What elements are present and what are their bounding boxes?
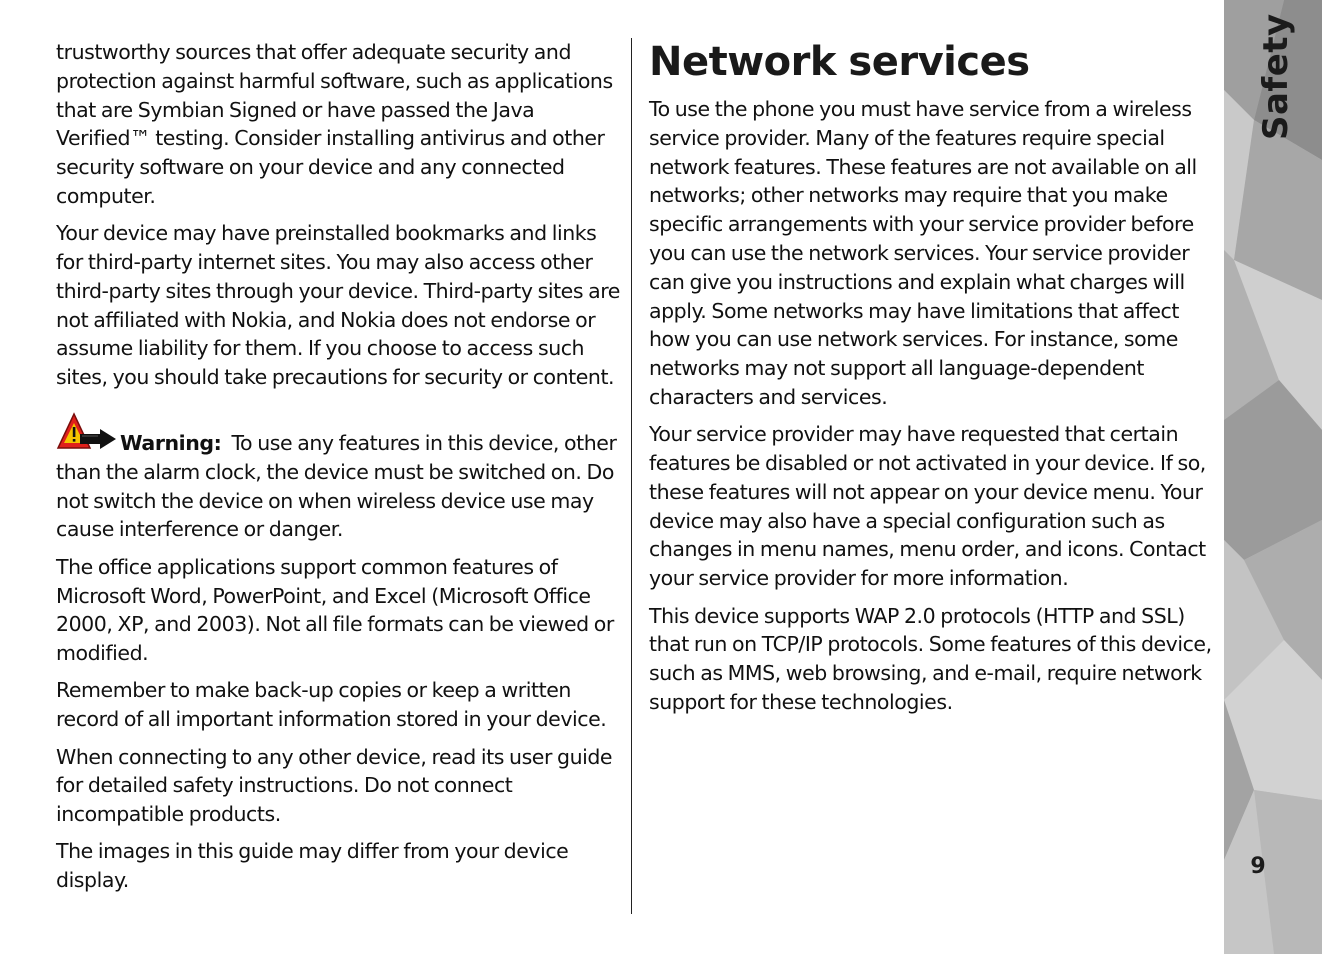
- page-number: 9: [1250, 854, 1266, 879]
- paragraph-third-party-sites: Your device may have preinstalled bookmarks and links for third-party internet sites. You may also access other third-party sites through your device. Third-party sites are not affiliated with Nokia, and Nokia does not endorse or assume liability for them. If you choose to access such sites, you should take precautions for security or content.: [56, 221, 620, 390]
- warning-label: Warning:: [120, 431, 222, 456]
- warning-text: To use any features in this device, other than the alarm clock, the device must be switched on. Do not switch the device on when wireless device use may cause interference or danger.: [56, 431, 617, 542]
- chapter-title-text: Safety: [1256, 13, 1296, 140]
- paragraph-office-applications: The office applications support common features of Microsoft Word, PowerPoint, and Excel (Microsoft Office 2000, XP, and 2003). Not all file formats can be viewed or modified.: [56, 554, 614, 666]
- section-title: Network services: [649, 39, 1030, 85]
- column-divider: [631, 38, 632, 914]
- left-column: [56, 38, 622, 904]
- chapter-title: [1226, 13, 1296, 150]
- paragraph-backup-copies: Remember to make back-up copies or keep a written record of all important information stored in your device.: [56, 678, 607, 732]
- warning-paragraph: [56, 412, 622, 544]
- paragraph-provider-requests: Your service provider may have requested that certain features be disabled or not activated in your device. If so, these features will not appear on your device menu. Your device may also have a special configuration such as changes in menu names, menu order, and icons. Contact your service provider for more information.: [649, 422, 1206, 591]
- paragraph-images-differ: The images in this guide may differ from your device display.: [56, 839, 569, 893]
- paragraph-wap-protocols: This device supports WAP 2.0 protocols (HTTP and SSL) that run on TCP/IP protocols. Some features of this device, such as MMS, web browsing, and e-mail, require network support for these technologies.: [649, 603, 1212, 714]
- paragraph-security-sources: trustworthy sources that offer adequate security and protection against harmful software, such as applications that are Symbian Signed or have passed the Java Verified™ testing. Consider installing antivirus and other security software on your device and any connected computer.: [56, 40, 613, 208]
- right-column: [649, 38, 1214, 725]
- paragraph-wireless-service: To use the phone you must have service from a wireless service provider. Many of the features require special network features. These features are not available on all networks; other networks may require that you make specific arrangements with your service provider before you can use the network services. Your service provider can give you instructions and explain what charges will apply. Some networks may have limitations that affect how you can use network services. For instance, some networks may not support all language-dependent characters and services.: [649, 97, 1197, 409]
- warning-icon: [56, 412, 118, 452]
- paragraph-connecting-devices: When connecting to any other device, read its user guide for detailed safety instructions. Do not connect incompatible products.: [56, 744, 613, 827]
